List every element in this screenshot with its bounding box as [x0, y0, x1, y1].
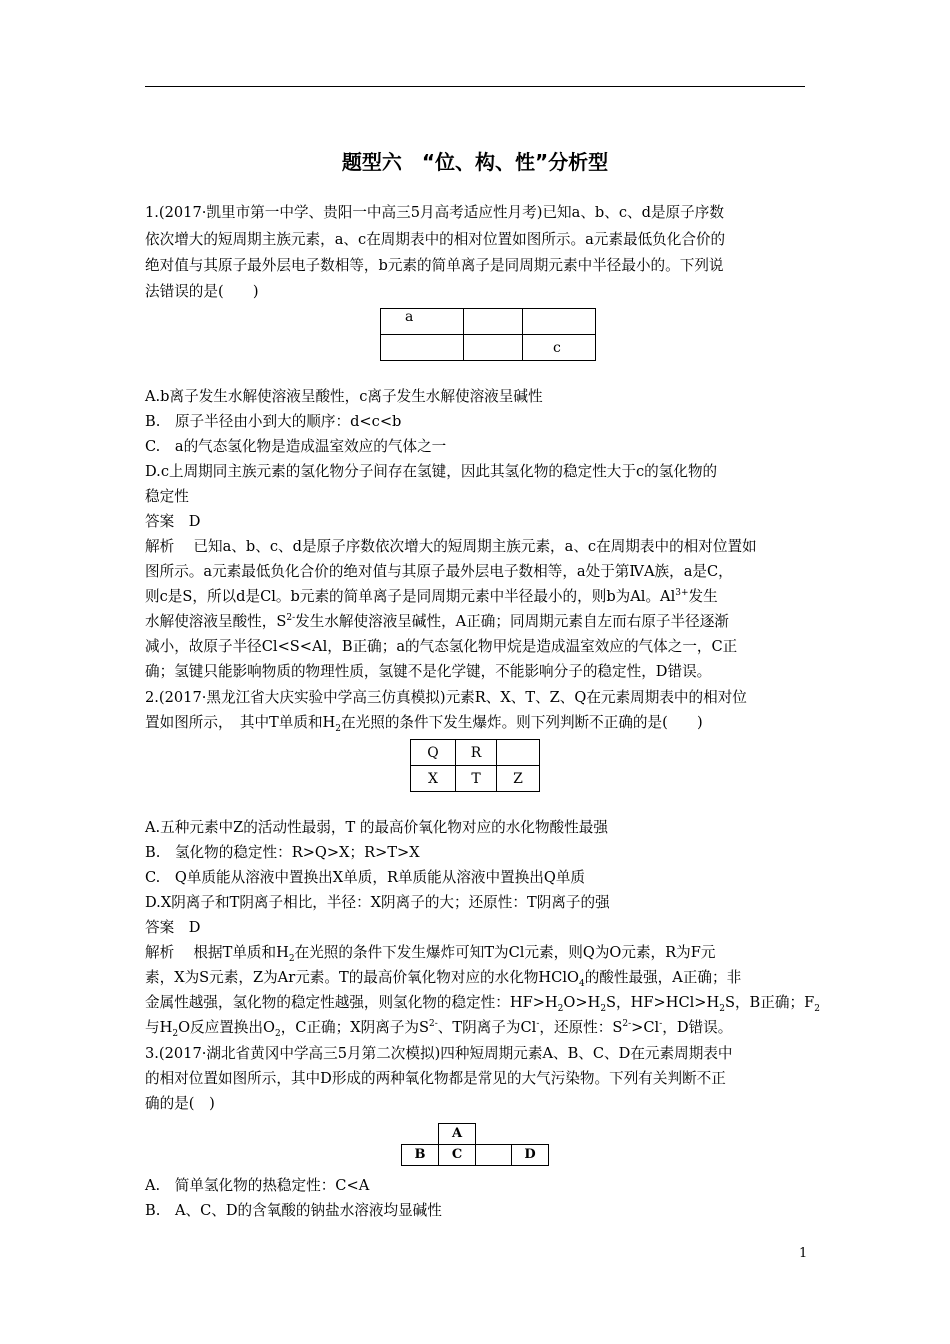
q2-stem-line: 置如图所示， 其中T单质和$H_2$在光照的条件下发生爆炸。则下列判断不正确的是( ) — [145, 714, 703, 734]
q3-option-a: A. 简单氢化物的热稳定性：C<A — [145, 1177, 370, 1194]
q1-option-b: B. 原子半径由小到大的顺序：d<c<b — [145, 413, 402, 430]
q1-answer: 答案 D — [145, 513, 201, 530]
q3-periodic-table — [401, 1123, 549, 1167]
q3-cell-d: D — [511, 1144, 549, 1166]
q1-cell: a — [381, 309, 464, 335]
q2-cell: X — [411, 766, 456, 792]
q1-analysis-line: 则c是S，所以d是Cl。b元素的简单离子是同周期元素中半径最小的，则b为Al。$Al^{3+}$发生 — [145, 588, 718, 605]
q3-cell-a: A — [438, 1123, 476, 1145]
page-number: 1 — [799, 1246, 808, 1261]
q2-analysis-line: 素，X为S元素，Z为Ar元素。T的最高价氧化物对应的水化物HClO$_4$的酸性最强，A正确；非 — [145, 969, 742, 989]
q1-option-a: A.b离子发生水解使溶液呈酸性，c离子发生水解使溶液呈碱性 — [145, 388, 543, 405]
q2-option-b: B. 氢化物的稳定性：R>Q>X；R>T>X — [145, 844, 420, 861]
q3-option-b: B. A、C、D的含氧酸的钠盐水溶液均显碱性 — [145, 1202, 442, 1219]
q1-analysis-line: 图所示。a元素最低负化合价的绝对值与其原子最外层电子数相等，a处于第ⅣA族，a是C， — [145, 563, 733, 580]
q1-analysis-line: 确；氢键只能影响物质的物理性质，氢键不是化学键，不能影响分子的稳定性，D错误。 — [145, 663, 712, 680]
page-title: 题型六 “位、构、性”分析型 — [341, 150, 609, 174]
q1-cell: c — [523, 335, 596, 361]
q1-cell — [523, 309, 596, 335]
q3-cell-c: C — [438, 1144, 476, 1166]
q3-cell-empty — [475, 1144, 512, 1166]
q1-analysis-line: 解析 已知a、b、c、d是原子序数依次增大的短周期主族元素，a、c在周期表中的相对位置如 — [145, 538, 757, 555]
q1-cell — [464, 335, 523, 361]
q1-cell — [464, 309, 523, 335]
q3-cell-b: B — [401, 1144, 439, 1166]
q1-stem-line: 法错误的是( ) — [145, 283, 259, 300]
q2-option-c: C. Q单质能从溶液中置换出X单质，R单质能从溶液中置换出Q单质 — [145, 869, 586, 886]
q1-analysis-line: 水解使溶液呈酸性，$S^{2-}$发生水解使溶液呈碱性，A正确；同周期元素自左而右原子半径逐渐 — [145, 613, 729, 630]
q2-cell: R — [456, 740, 497, 766]
header-rule — [145, 86, 805, 87]
q2-analysis-line: 与$H_2O$反应置换出$O_2$，C正确；X阴离子为$S^{2-}$、T阴离子为Cl-，还原性：$S^{2-}>Cl^-$，D错误。 — [145, 1019, 733, 1039]
q1-cell — [381, 335, 464, 361]
q1-periodic-table — [380, 308, 596, 361]
q3-stem-line: 的相对位置如图所示，其中D形成的两种氧化物都是常见的大气污染物。下列有关判断不正 — [145, 1070, 726, 1087]
q2-analysis-line: 解析 根据T单质和$H_2$在光照的条件下发生爆炸可知T为Cl元素，则Q为O元素，R为F元 — [145, 944, 716, 964]
q2-cell: Q — [411, 740, 456, 766]
q1-stem-line: 绝对值与其原子最外层电子数相等，b元素的简单离子是同周期元素中半径最小的。下列说 — [145, 257, 724, 274]
q2-cell: Z — [497, 766, 540, 792]
q3-stem-line: 确的是( ) — [145, 1095, 215, 1112]
q1-analysis-line: 减小，故原子半径Cl<S<Al，B正确；a的气态氢化物甲烷是造成温室效应的气体之一，C正 — [145, 638, 738, 655]
q2-cell: T — [456, 766, 497, 792]
q1-option-c: C. a的气态氢化物是造成温室效应的气体之一 — [145, 438, 447, 455]
q2-option-d: D.X阴离子和T阴离子相比，半径：X阴离子的大；还原性：T阴离子的强 — [145, 894, 610, 911]
q1-stem-line: 依次增大的短周期主族元素，a、c在周期表中的相对位置如图所示。a元素最低负化合价的 — [145, 231, 726, 248]
q1-stem-line: 1.(2017·凯里市第一中学、贵阳一中高三5月高考适应性月考)已知a、b、c、d是原子序数 — [145, 204, 724, 221]
q1-option-d-cont: 稳定性 — [145, 488, 189, 505]
q2-option-a: A.五种元素中Z的活动性最弱，T 的最高价氧化物对应的水化物酸性最强 — [145, 819, 608, 836]
q1-option-d: D.c上周期同主族元素的氢化物分子间存在氢键，因此其氢化物的稳定性大于c的氢化物的 — [145, 463, 718, 480]
q2-stem-line: 2.(2017·黑龙江省大庆实验中学高三仿真模拟)元素R、X、T、Z、Q在元素周期表中的相对位 — [145, 689, 747, 706]
q2-answer: 答案 D — [145, 919, 201, 936]
q2-periodic-table — [410, 739, 540, 792]
q3-stem-line: 3.(2017·湖北省黄冈中学高三5月第二次模拟)四种短周期元素A、B、C、D在元素周期表中 — [145, 1045, 733, 1062]
q2-cell — [497, 740, 540, 766]
q2-analysis-line: 金属性越强，氢化物的稳定性越强，则氢化物的稳定性：$HF>H_2O>H_2S$，$HF>HCl>H_2S$，B正确；$F_2$ — [145, 994, 820, 1014]
